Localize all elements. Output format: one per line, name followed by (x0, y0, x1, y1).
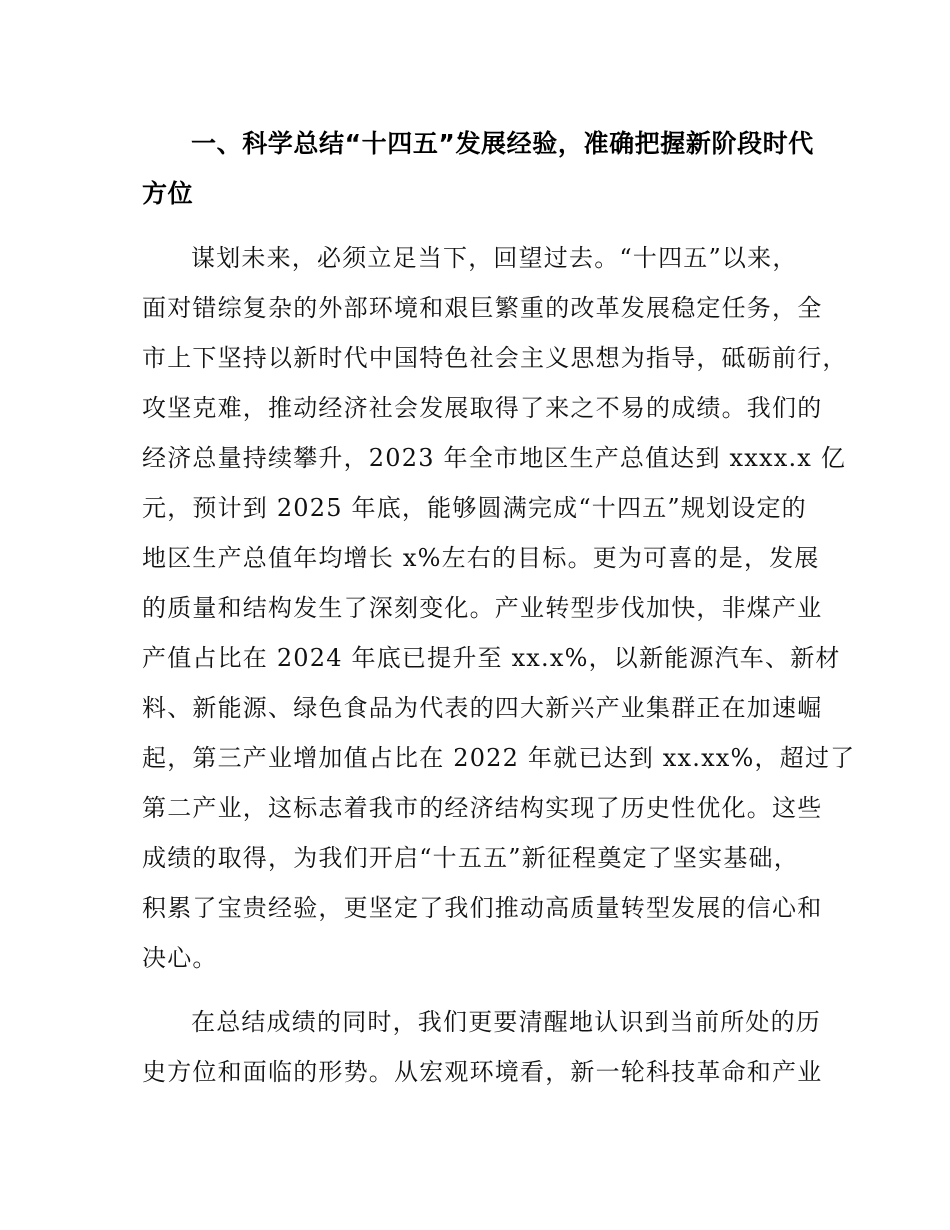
paragraph-1-line: 经济总量持续攀升，2023 年全市地区生产总值达到 xxxx.x 亿 (142, 444, 847, 472)
paragraph-2-line: 史方位和面临的形势。从宏观环境看，新一轮科技革命和产业 (142, 1058, 823, 1086)
paragraph-1-line: 元，预计到 2025 年底，能够圆满完成“十四五”规划设定的 (142, 494, 807, 522)
paragraph-1-line: 积累了宝贵经验，更坚定了我们推动高质量转型发展的信心和 (142, 894, 823, 922)
paragraph-1-line: 地区生产总值年均增长 x%左右的目标。更为可喜的是，发展 (142, 544, 820, 572)
paragraph-1-line: 的质量和结构发生了深刻变化。产业转型步伐加快，非煤产业 (142, 594, 823, 622)
paragraph-1-line: 产值占比在 2024 年底已提升至 xx.x%，以新能源汽车、新材 (142, 644, 841, 672)
paragraph-1-line: 第二产业，这标志着我市的经济结构实现了历史性优化。这些 (142, 794, 823, 822)
paragraph-1-line: 市上下坚持以新时代中国特色社会主义思想为指导，砥砺前行， (142, 344, 848, 372)
paragraph-1-line: 决心。 (142, 944, 218, 972)
paragraph-1-line: 攻坚克难，推动经济社会发展取得了来之不易的成绩。我们的 (142, 394, 823, 422)
paragraph-2-line: 在总结成绩的同时，我们更要清醒地认识到当前所处的历 (191, 1008, 821, 1036)
paragraph-1-line: 面对错综复杂的外部环境和艰巨繁重的改革发展稳定任务，全 (142, 294, 823, 322)
paragraph-1-line: 料、新能源、绿色食品为代表的四大新兴产业集群正在加速崛 (142, 694, 823, 722)
section-heading-line-2: 方位 (142, 179, 194, 208)
paragraph-1-line: 谋划未来，必须立足当下，回望过去。“十四五”以来， (191, 244, 798, 272)
section-heading-line-1: 一、科学总结“十四五”发展经验，准确把握新阶段时代 (191, 129, 814, 158)
paragraph-1-line: 起，第三产业增加值占比在 2022 年就已达到 xx.xx%，超过了 (142, 744, 856, 772)
paragraph-1-line: 成绩的取得，为我们开启“十五五”新征程奠定了坚实基础， (142, 844, 799, 872)
